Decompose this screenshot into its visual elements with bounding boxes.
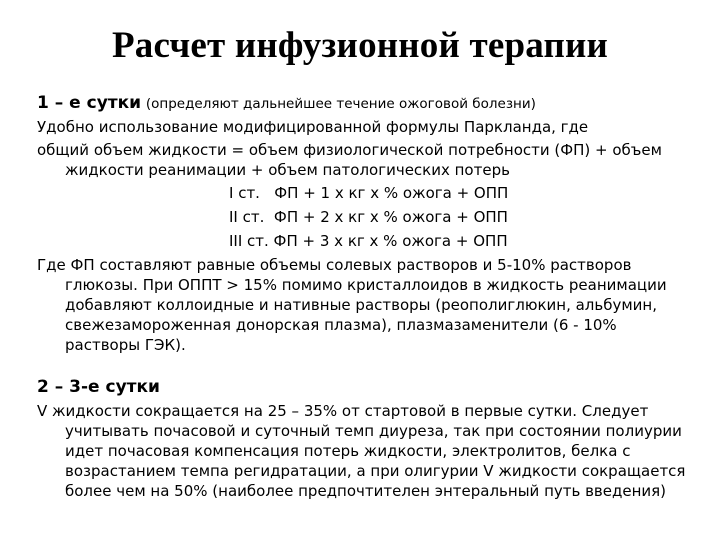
day2-3-heading: 2 – 3-е сутки <box>37 377 160 397</box>
section-gap <box>37 358 687 376</box>
day1-line1: Удобно использование модифицированной формулы Паркланда, где <box>37 118 589 136</box>
slide-title: Расчет инфузионной терапии <box>111 25 609 66</box>
formula-stage-3: III ст. ФП + 3 х кг х % ожога + ОПП <box>229 232 508 250</box>
day2-3-paragraph: V жидкости сокращается на 25 – 35% от стартовой в первые сутки. Следует учитывать почасовой и суточный темп диуреза, так при состоянии полиурии идет почасовая компенсация потерь жидкости, электролитов, белка с возрастанием темпа регидратации, а при олигурии V жидкости сокращается более чем на 50% (наиболее предпочтителен энтеральный путь введения) <box>37 402 686 500</box>
slide-content <box>37 92 687 504</box>
day1-paragraph: Где ФП составляют равные объемы солевых растворов и 5-10% растворов глюкозы. При ОППТ > 15% помимо кристаллоидов в жидкость реанимации добавляют коллоидные и нативные растворы (реополиглюкин, альбумин, свежезамороженная донорская плазма), плазмазаменители (6 - 10% растворы ГЭК). <box>37 256 667 354</box>
day1-heading-note: (определяют дальнейшее течение ожоговой болезни) <box>145 96 536 112</box>
day1-line2: общий объем жидкости = объем физиологической потребности (ФП) + объем жидкости реанимации + объем патологических потерь <box>37 141 662 179</box>
day1-heading: 1 – е сутки <box>37 93 142 113</box>
formula-stage-2: II ст. ФП + 2 х кг х % ожога + ОПП <box>229 208 508 226</box>
formula-stage-1: I ст. ФП + 1 х кг х % ожога + ОПП <box>229 184 509 202</box>
day1-heading-line <box>37 92 687 114</box>
